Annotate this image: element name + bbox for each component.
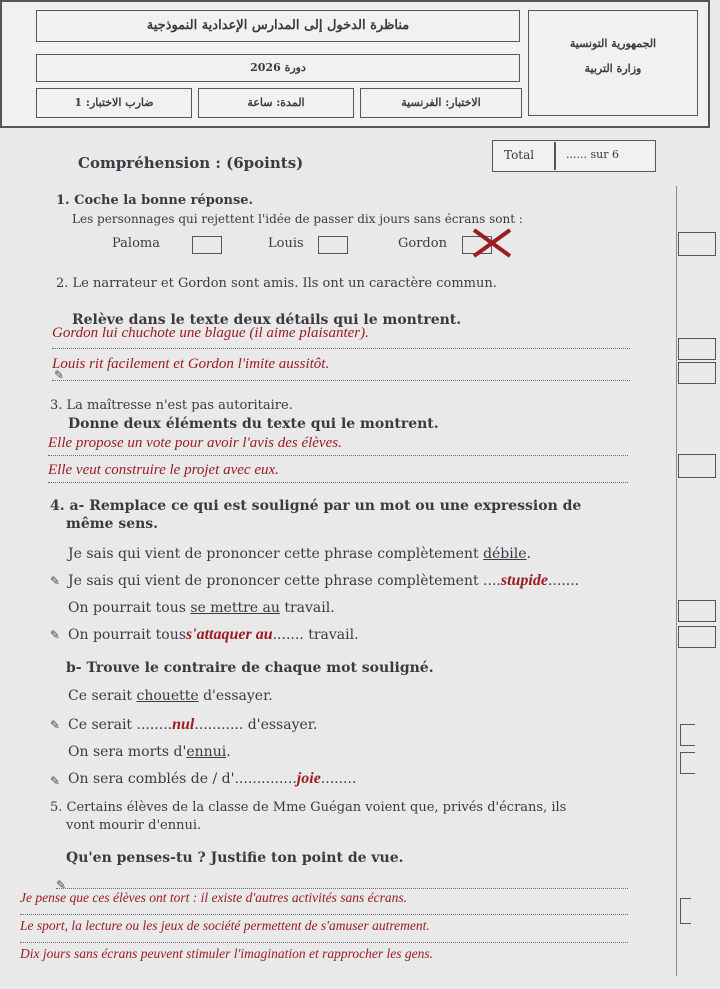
- q2-answer-2: Louis rit facilement et Gordon l'imite aussitôt.: [52, 356, 330, 372]
- q4-s2-underlined: se mettre au: [190, 600, 280, 616]
- q4-response-3: [68, 716, 317, 734]
- q3-mark-box: [678, 454, 716, 478]
- q1-checkbox-paloma[interactable]: [192, 236, 222, 254]
- q4-r2-pencil-icon: ✎: [50, 628, 61, 642]
- q5-answer-3: Dix jours sans écrans peuvent stimuler l'imagination et rapprocher les gens.: [20, 946, 433, 961]
- q4-s2-text: On pourrait tous: [68, 600, 191, 616]
- q5-answer-1: Je pense que ces élèves ont tort : il existe d'autres activités sans écrans.: [20, 890, 408, 905]
- header-country-block: [528, 10, 698, 116]
- q4-s1-end: .: [526, 546, 531, 562]
- q1-cross-mark-icon: [468, 226, 516, 260]
- q2-pencil-icon: ✎: [54, 368, 65, 382]
- q4a-mark-box-2: [678, 626, 716, 648]
- q3-answer-2: Elle veut construire le projet avec eux.: [48, 462, 279, 478]
- q2-answer-1: Gordon lui chuchote une blague (il aime plaisanter).: [52, 325, 369, 341]
- margin-rule: [676, 186, 677, 976]
- q3-instruction: Donne deux éléments du texte qui le montrent.: [68, 416, 439, 432]
- total-label: Total: [504, 148, 535, 162]
- q4a-mark-box-1: [678, 600, 716, 622]
- q5-line-2: [20, 914, 628, 915]
- section-title: Compréhension : (6points): [78, 154, 304, 172]
- q1-checkbox-louis[interactable]: [318, 236, 348, 254]
- q2-line-1: [52, 348, 630, 349]
- q2-line-2: [52, 380, 630, 381]
- q4-r1-answer: stupide: [500, 572, 548, 589]
- q4-s3-text: Ce serait: [68, 688, 137, 704]
- q1-option-louis: Louis: [268, 236, 304, 251]
- header-country: الجمهورية التونسية: [569, 37, 657, 50]
- q4-sentence-4: [68, 744, 231, 760]
- q5-line-1: [56, 888, 628, 889]
- total-value: ...... sur 6: [566, 148, 619, 161]
- q4-response-4: [68, 770, 356, 788]
- q5-question: Qu'en penses-tu ? Justifie ton point de vue.: [66, 850, 404, 866]
- q1-option-paloma: Paloma: [112, 236, 160, 251]
- q5-line-3: [20, 942, 628, 943]
- q4-s4-end: .: [226, 744, 231, 760]
- q4-r1-dots: .......: [547, 573, 580, 589]
- q4-s4-underlined: ennui: [186, 744, 227, 760]
- q3-statement: 3. La maîtresse n'est pas autoritaire.: [50, 398, 293, 413]
- q4-r2-dots: ....... travail.: [272, 627, 359, 643]
- header-exam: الاختبار: الفرنسية: [360, 88, 522, 118]
- header-duration: المدة: ساعة: [198, 88, 354, 118]
- q4-r1-pencil-icon: ✎: [50, 574, 61, 588]
- q3-answer-1: Elle propose un vote pour avoir l'avis des élèves.: [48, 435, 342, 451]
- q5-statement: 5. Certains élèves de la classe de Mme Guégan voient que, privés d'écrans, ils: [50, 800, 567, 815]
- q1-title: 1. Coche la bonne réponse.: [56, 193, 254, 208]
- q2-mark-box-1: [678, 338, 716, 360]
- q4a-title-2: même sens.: [66, 516, 159, 532]
- q4-s3-underlined: chouette: [136, 688, 199, 704]
- q5-answer-2: Le sport, la lecture ou les jeux de société permettent de s'amuser autrement.: [20, 918, 430, 933]
- header-ministry: وزارة التربية: [584, 62, 642, 75]
- q4-r2-answer: s'attaquer au: [185, 626, 273, 643]
- q5-mark-bracket: [680, 898, 691, 924]
- q4b-mark-bracket-1: [680, 724, 695, 746]
- q4-s1-text: Je sais qui vient de prononcer cette phrase complètement: [68, 546, 484, 562]
- total-divider: [554, 142, 556, 170]
- q4-s2-end: travail.: [279, 600, 335, 616]
- q4-s1-underlined: débile: [483, 546, 527, 562]
- header-title: مناظرة الدخول إلى المدارس الإعدادية النموذجية: [36, 10, 520, 42]
- q3-line-1: [48, 455, 628, 456]
- q4-sentence-3: [68, 688, 273, 704]
- q4-r1-text: Je sais qui vient de prononcer cette phrase complètement ....: [68, 573, 501, 589]
- q1-mark-box: [678, 232, 716, 256]
- q4a-title: 4. a- Remplace ce qui est souligné par un mot ou une expression de: [50, 498, 582, 514]
- q5-statement-2: vont mourir d'ennui.: [66, 818, 202, 833]
- q5-pencil-icon: ✎: [56, 878, 67, 892]
- q4-r4-dots: ........: [320, 771, 357, 787]
- q4-r3-text: Ce serait ........: [68, 717, 173, 733]
- header-session: دورة 2026: [36, 54, 520, 82]
- header-coef: ضارب الاختبار: 1: [36, 88, 192, 118]
- q4-s3-end: d'essayer.: [198, 688, 273, 704]
- q4-response-2: [68, 626, 359, 644]
- q4-r4-answer: joie: [296, 770, 321, 787]
- q4-r3-dots: ........... d'essayer.: [194, 717, 318, 733]
- q4-r4-text: On sera comblés de / d'..............: [68, 771, 297, 787]
- q2-instruction: Relève dans le texte deux détails qui le montrent.: [72, 312, 462, 328]
- q2-mark-box-2: [678, 362, 716, 384]
- q3-line-2: [48, 482, 628, 483]
- q4-sentence-2: [68, 600, 335, 616]
- q1-option-gordon: Gordon: [398, 236, 447, 251]
- q4b-title: b- Trouve le contraire de chaque mot souligné.: [66, 660, 434, 676]
- q4-r2-text: On pourrait tous: [68, 627, 186, 643]
- q4-s4-text: On sera morts d': [68, 744, 187, 760]
- q1-statement: Les personnages qui rejettent l'idée de passer dix jours sans écrans sont :: [72, 212, 523, 226]
- q2-statement: 2. Le narrateur et Gordon sont amis. Ils ont un caractère commun.: [56, 276, 497, 291]
- q4-r3-answer: nul: [172, 716, 195, 733]
- q4b-mark-bracket-2: [680, 752, 695, 774]
- q4-r4-pencil-icon: ✎: [50, 774, 61, 788]
- q4-sentence-1: [68, 546, 531, 562]
- q4-response-1: [68, 572, 579, 590]
- q4-r3-pencil-icon: ✎: [50, 718, 61, 732]
